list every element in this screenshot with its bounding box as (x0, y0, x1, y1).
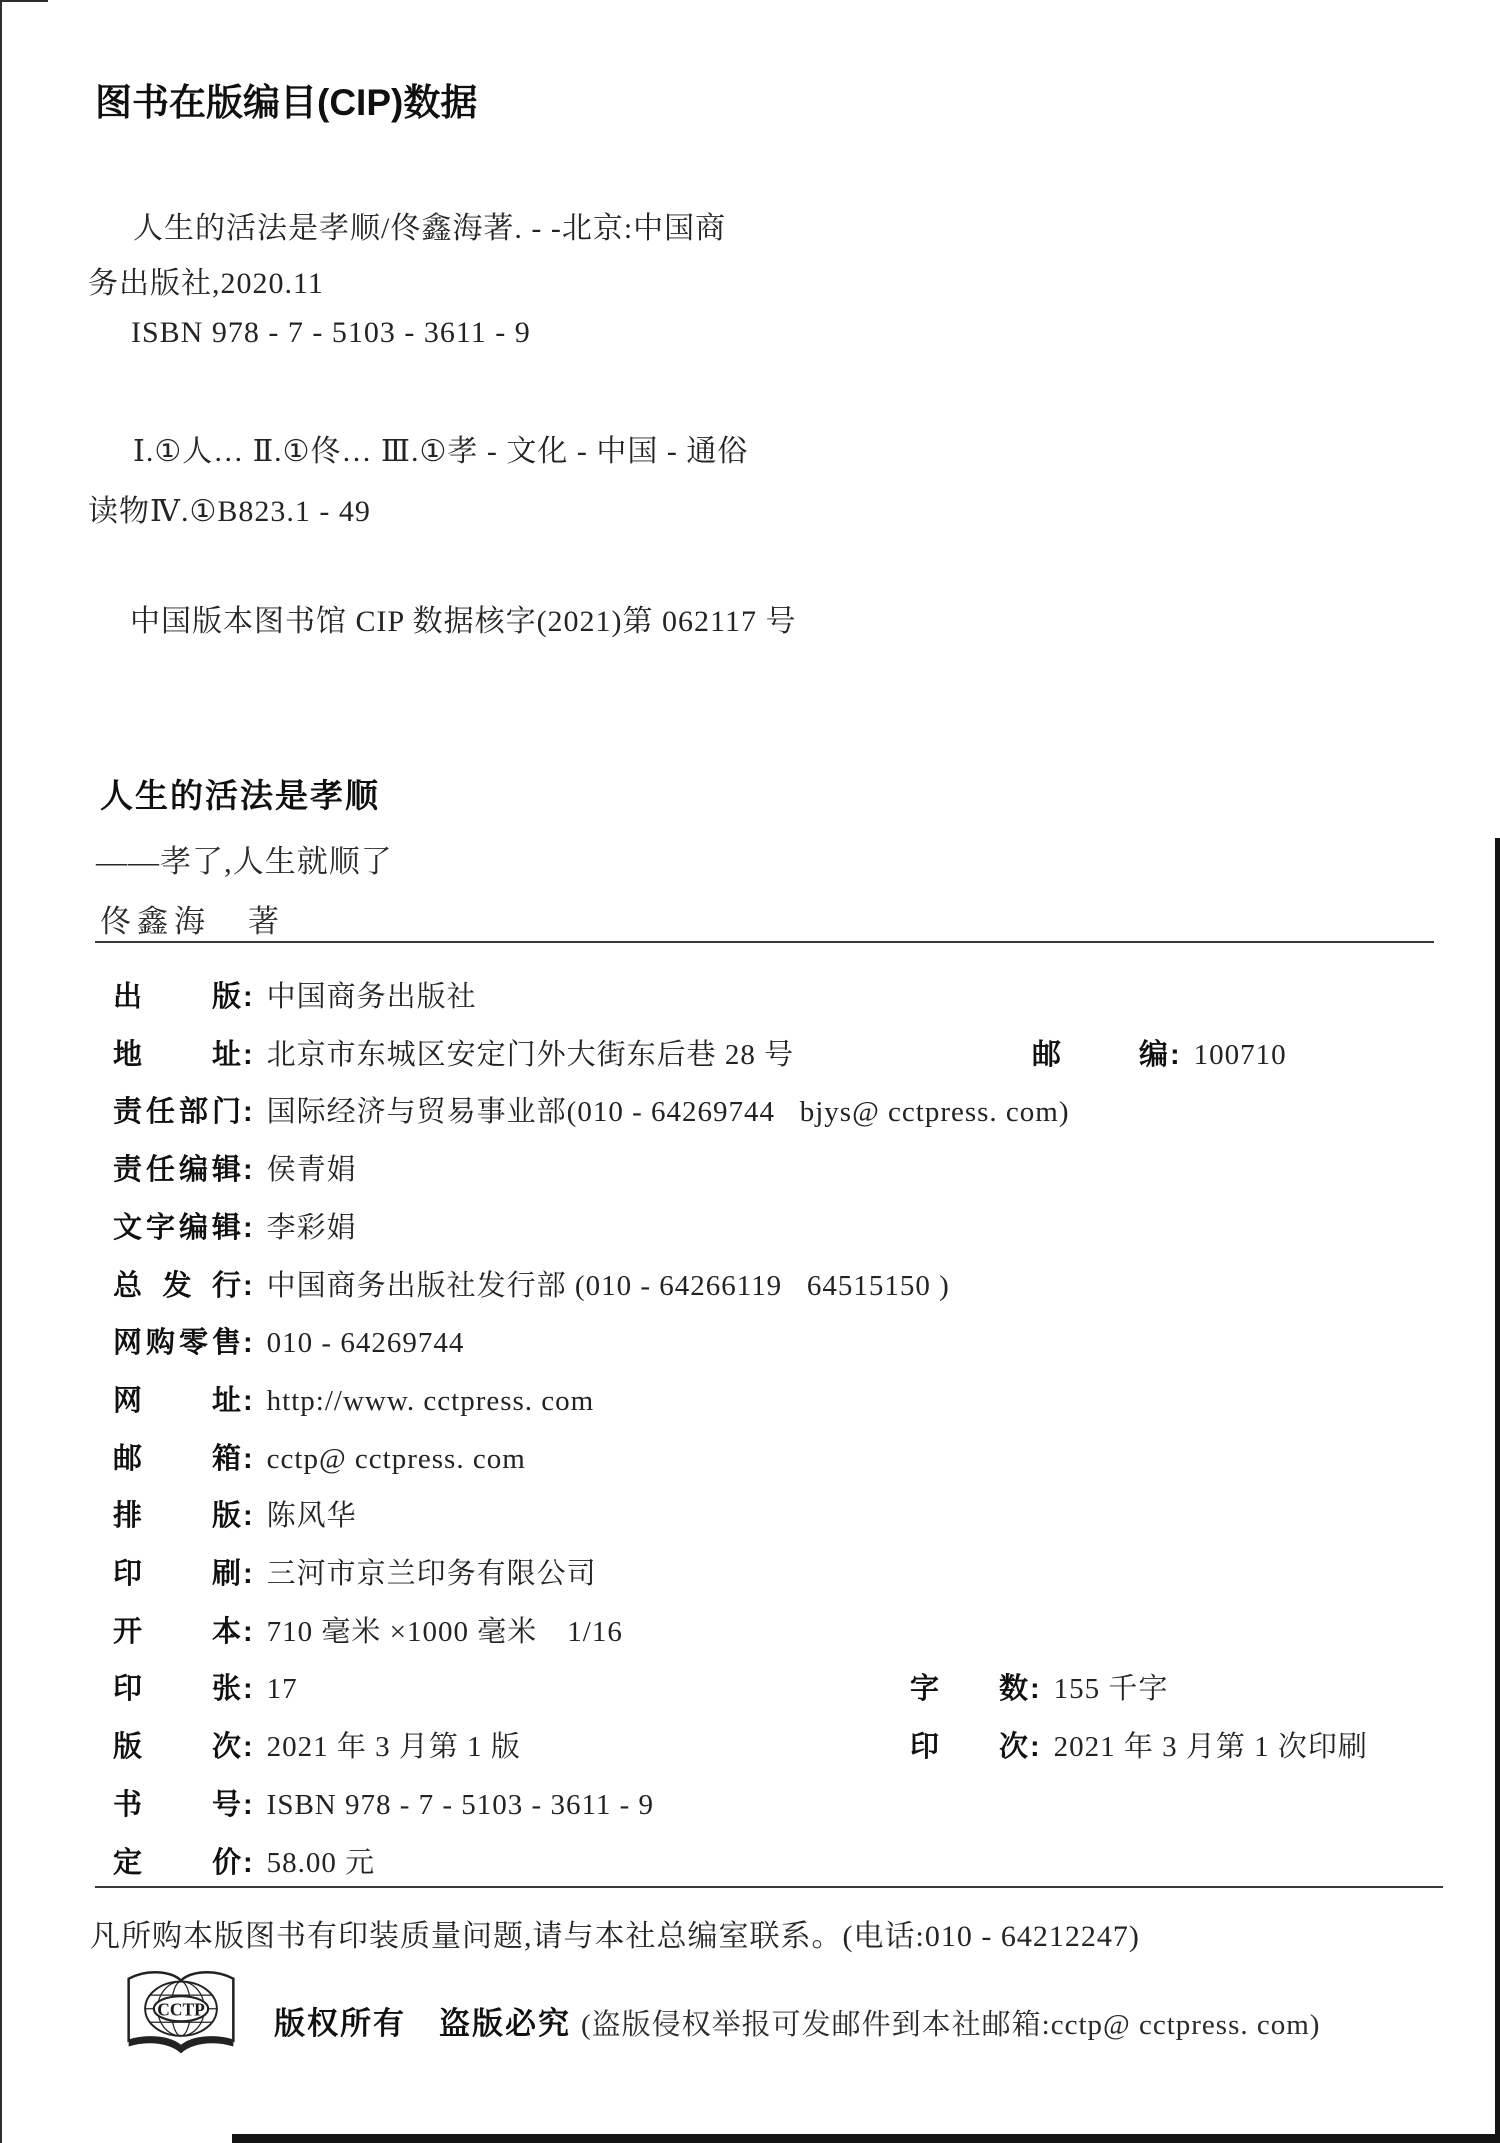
row-value: 国际经济与贸易事业部(010 - 64269744 bjys@ cctpress. com) (266, 1096, 1070, 1128)
row-label: 邮箱 (113, 1443, 241, 1475)
colophon-row (113, 1609, 623, 1651)
row-label: 定价 (113, 1847, 241, 1879)
row-right (910, 1666, 1168, 1707)
colophon-row (113, 1724, 1368, 1766)
scan-edge-top (0, 0, 48, 2)
colophon-row (113, 1782, 654, 1824)
row-value: 北京市东城区安定门外大街东后巷 28 号 (266, 1039, 795, 1071)
row-label: 责任编辑 (113, 1154, 241, 1186)
row-colon: : (243, 1212, 253, 1244)
cip-record-line: 中国版本图书馆 CIP 数据核字(2021)第 062117 号 (130, 605, 797, 638)
copyright-report-note: (盗版侵权举报可发邮件到本社邮箱:cctp@ cctpress. com) (581, 2009, 1321, 2041)
row-right-label: 印次 (910, 1731, 1028, 1763)
row-right-value: 100710 (1193, 1039, 1287, 1071)
row-value: cctp@ cctpress. com (266, 1443, 526, 1475)
row-colon: : (243, 1616, 253, 1648)
row-value: 58.00 元 (266, 1847, 376, 1879)
row-label: 网址 (113, 1385, 241, 1417)
row-label: 地址 (113, 1039, 241, 1071)
colophon-row (113, 1840, 375, 1882)
row-value: 710 毫米 ×1000 毫米 1/16 (266, 1616, 623, 1648)
row-label: 总发行 (113, 1270, 241, 1302)
row-right-value: 2021 年 3 月第 1 次印刷 (1053, 1731, 1368, 1763)
row-label: 文字编辑 (113, 1212, 241, 1244)
colophon-row (113, 1263, 950, 1305)
row-colon: : (243, 1789, 253, 1821)
row-colon: : (243, 1270, 253, 1302)
colophon-row (113, 1320, 464, 1362)
divider-top (95, 941, 1434, 943)
cip-line-2: 务出版社,2020.11 (88, 267, 324, 300)
row-label: 印张 (113, 1673, 241, 1705)
book-author: 佟鑫海 著 (100, 904, 285, 939)
row-right-value: 155 千字 (1053, 1673, 1169, 1705)
row-label: 印刷 (113, 1558, 241, 1590)
book-subtitle: ——孝了,人生就顺了 (96, 844, 393, 879)
row-right-colon: : (1030, 1673, 1040, 1705)
row-label: 网购零售 (113, 1327, 241, 1359)
row-right-colon: : (1030, 1731, 1040, 1763)
divider-bottom (95, 1886, 1443, 1888)
colophon-row (113, 1378, 594, 1420)
row-value: 中国商务出版社发行部 (010 - 64266119 64515150 ) (266, 1270, 950, 1302)
row-value: 侯青娟 (266, 1154, 357, 1186)
row-colon: : (243, 1327, 253, 1359)
row-label: 排版 (113, 1500, 241, 1532)
row-value: 李彩娟 (266, 1212, 357, 1244)
row-value: 2021 年 3 月第 1 版 (266, 1731, 521, 1763)
colophon-row (113, 1089, 1070, 1131)
row-colon: : (243, 1096, 253, 1128)
row-label: 版次 (113, 1731, 241, 1763)
row-colon: : (243, 1039, 253, 1071)
cip-class-line-2: 读物Ⅳ.①B823.1 - 49 (88, 495, 371, 528)
row-right-colon: : (1170, 1039, 1180, 1071)
row-right (1032, 1032, 1287, 1073)
colophon-row (113, 1666, 1169, 1708)
colophon-rows (113, 974, 1453, 1884)
row-value: 三河市京兰印务有限公司 (266, 1558, 597, 1590)
row-right-label: 邮编 (1032, 1039, 1168, 1071)
row-colon: : (243, 1731, 253, 1763)
cip-isbn-line: ISBN 978 - 7 - 5103 - 3611 - 9 (131, 316, 531, 349)
book-title: 人生的活法是孝顺 (100, 777, 380, 814)
row-colon: : (243, 1154, 253, 1186)
row-colon: : (243, 1673, 253, 1705)
row-colon: : (243, 1443, 253, 1475)
row-label: 出版 (113, 981, 241, 1013)
row-value: 17 (266, 1673, 298, 1705)
row-colon: : (243, 981, 253, 1013)
row-right-label: 字数 (910, 1673, 1028, 1705)
colophon-row (113, 1205, 357, 1247)
row-label: 书号 (113, 1789, 241, 1821)
row-right (910, 1724, 1368, 1765)
row-value: 中国商务出版社 (266, 981, 477, 1013)
colophon-row (113, 1032, 1287, 1074)
quality-notice: 凡所购本版图书有印装质量问题,请与本社总编室联系。(电话:010 - 64212247) (90, 1920, 1140, 1953)
copyright-line (274, 1998, 1320, 2043)
cctp-logo (118, 1966, 244, 2066)
colophon-row (113, 1493, 357, 1535)
row-colon: : (243, 1558, 253, 1590)
row-colon: : (243, 1847, 253, 1879)
row-value: 010 - 64269744 (266, 1327, 465, 1359)
copyright-statement: 版权所有 盗版必究 (274, 2006, 571, 2041)
colophon-row (113, 1551, 597, 1593)
row-value: ISBN 978 - 7 - 5103 - 3611 - 9 (266, 1789, 655, 1821)
colophon-row (113, 974, 477, 1016)
row-label: 责任部门 (113, 1096, 241, 1128)
row-label: 开本 (113, 1616, 241, 1648)
scan-edge-bottom (232, 2134, 1500, 2143)
row-value: http://www. cctpress. com (266, 1385, 595, 1417)
colophon-row (113, 1436, 526, 1478)
row-colon: : (243, 1500, 253, 1532)
colophon-row (113, 1147, 357, 1189)
logo-text: CCTP (157, 1999, 205, 2020)
row-value: 陈风华 (266, 1500, 357, 1532)
cip-header: 图书在版编目(CIP)数据 (95, 82, 478, 123)
scan-edge-right (1495, 838, 1500, 2143)
cip-line-1: 人生的活法是孝顺/佟鑫海著. - -北京:中国商 (133, 212, 727, 245)
cip-class-line-1: Ⅰ.①人… Ⅱ.①佟… Ⅲ.①孝 - 文化 - 中国 - 通俗 (133, 435, 749, 468)
scan-edge-left (0, 0, 2, 2143)
row-colon: : (243, 1385, 253, 1417)
